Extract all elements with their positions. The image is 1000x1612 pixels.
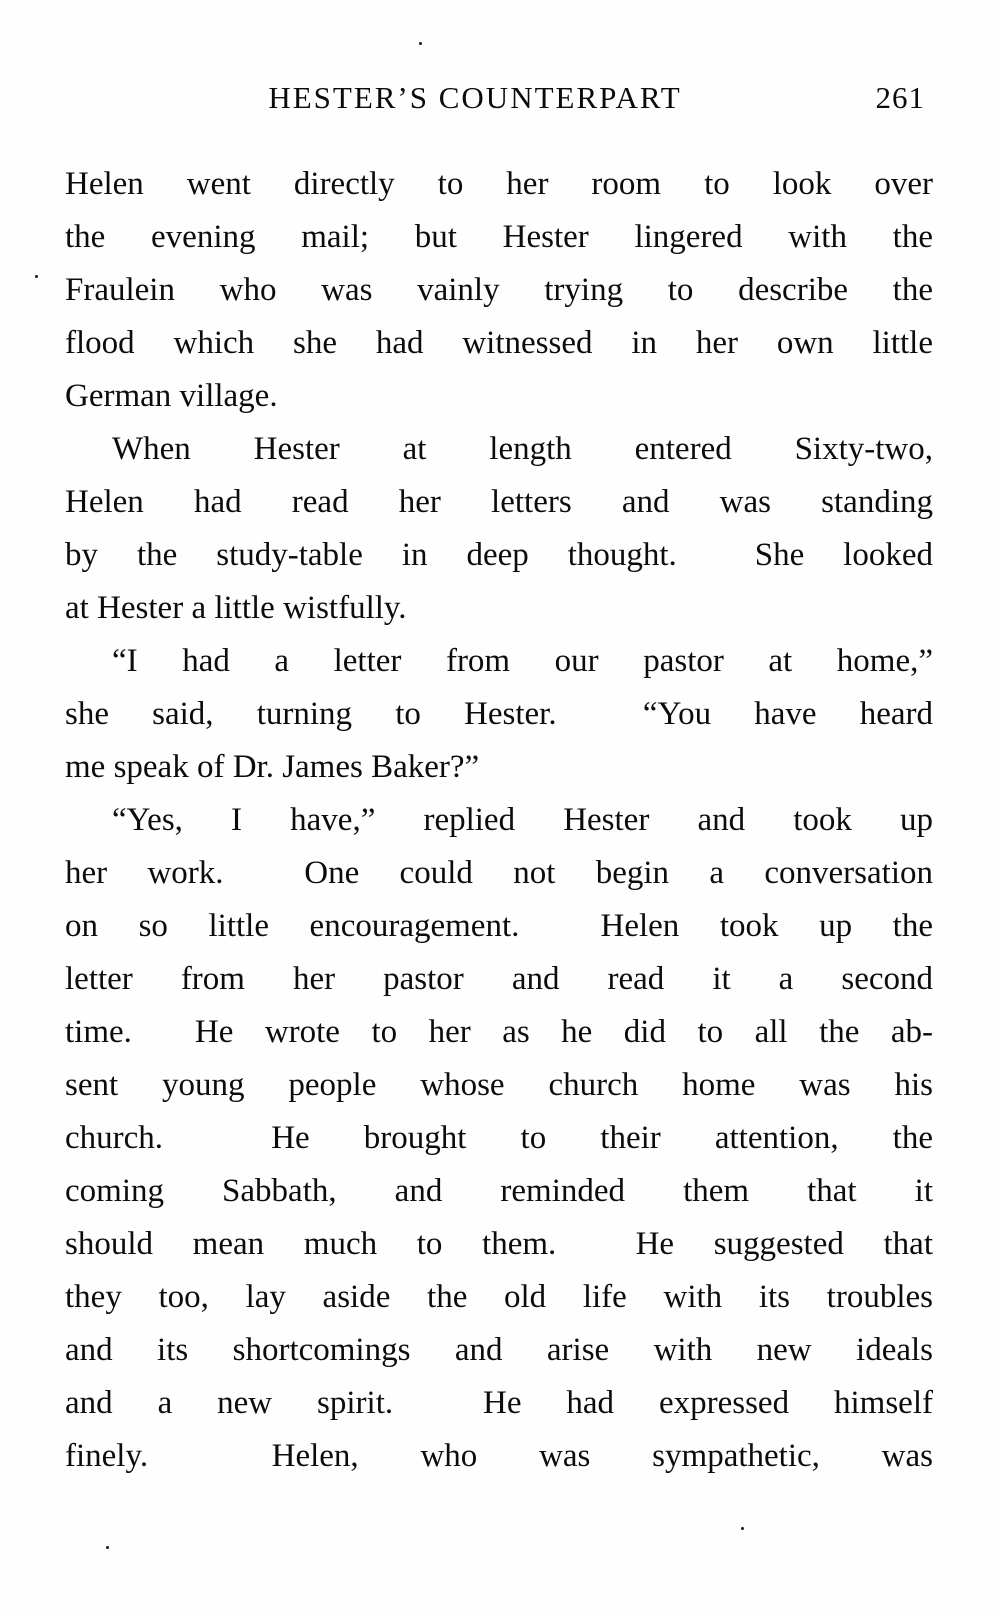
text-line: Fraulein who was vainly trying to describe the — [65, 272, 933, 308]
text-line: and its shortcomings and arise with new ideals — [65, 1332, 933, 1368]
scan-speck — [106, 1546, 109, 1549]
scan-speck — [741, 1527, 744, 1530]
page-number: 261 — [875, 80, 925, 115]
scan-speck — [419, 42, 422, 45]
text-line: German village. — [65, 378, 278, 414]
page-header — [65, 80, 935, 122]
running-title: HESTER’S COUNTERPART — [268, 80, 682, 115]
text-line: they too, lay aside the old life with its troubles — [65, 1279, 933, 1315]
text-line: flood which she had witnessed in her own little — [65, 325, 933, 361]
text-line: on so little encouragement. Helen took up the — [65, 908, 933, 944]
text-line: time. He wrote to her as he did to all the ab- — [65, 1014, 933, 1050]
text-line: “I had a letter from our pastor at home,” — [112, 643, 933, 679]
text-line: church. He brought to their attention, the — [65, 1120, 933, 1156]
text-line: “Yes, I have,” replied Hester and took up — [112, 802, 933, 838]
text-line: by the study-table in deep thought. She looked — [65, 537, 933, 573]
text-line: finely. Helen, who was sympathetic, was — [65, 1438, 933, 1474]
text-line: When Hester at length entered Sixty-two, — [112, 431, 933, 467]
text-line: Helen went directly to her room to look over — [65, 166, 933, 202]
text-line: should mean much to them. He suggested that — [65, 1226, 933, 1262]
text-line: the evening mail; but Hester lingered with the — [65, 219, 933, 255]
scan-speck — [35, 275, 38, 278]
text-line: her work. One could not begin a conversation — [65, 855, 933, 891]
text-line: Helen had read her letters and was standing — [65, 484, 933, 520]
text-line: me speak of Dr. James Baker?” — [65, 749, 480, 785]
text-line: she said, turning to Hester. “You have heard — [65, 696, 933, 732]
text-line: sent young people whose church home was his — [65, 1067, 933, 1103]
text-line: coming Sabbath, and reminded them that it — [65, 1173, 933, 1209]
text-line: and a new spirit. He had expressed himself — [65, 1385, 933, 1421]
text-line: at Hester a little wistfully. — [65, 590, 407, 626]
text-line: letter from her pastor and read it a second — [65, 961, 933, 997]
page-text-block — [65, 158, 933, 1483]
